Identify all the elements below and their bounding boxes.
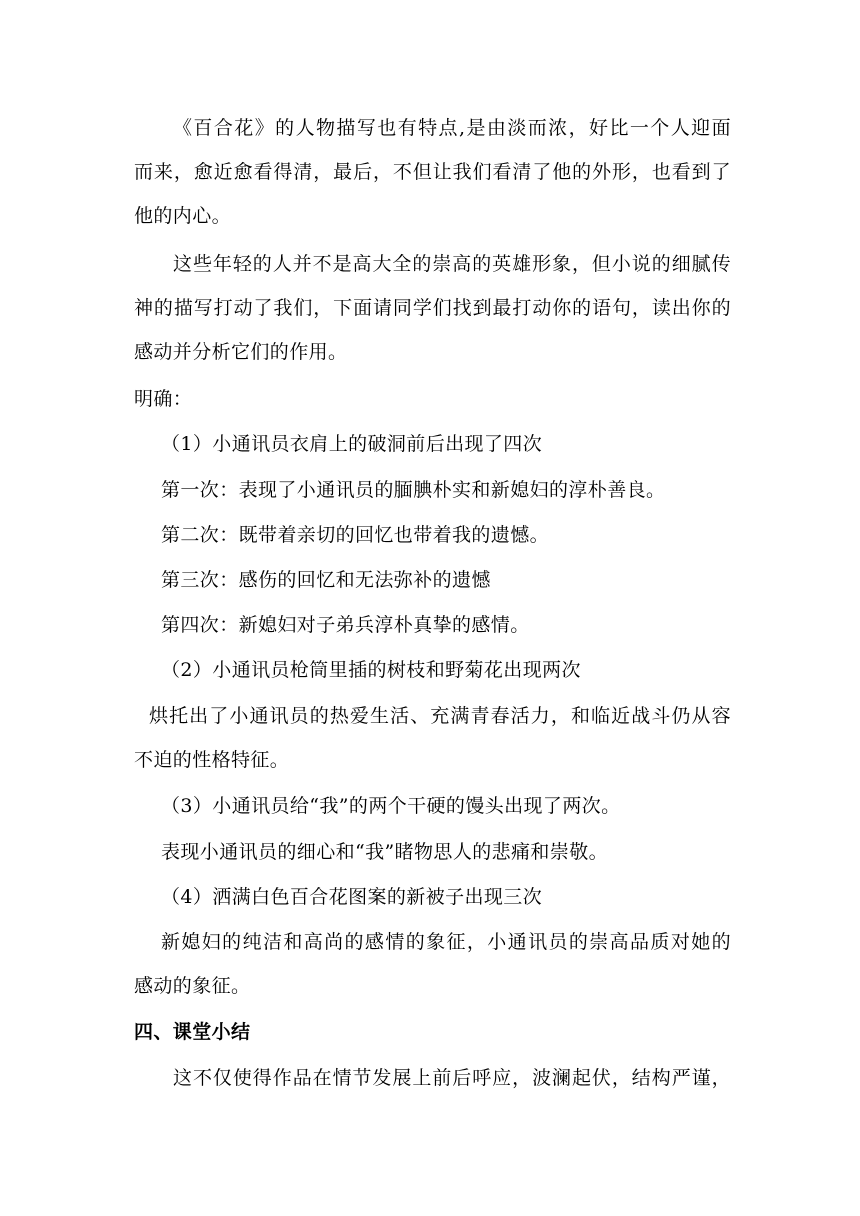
paragraph-1-line-2: 而来，愈近愈看得清，最后，不但让我们看清了他的外形，也看到了: [134, 161, 731, 183]
paragraph-2-line-3: 感动并分析它们的作用。: [134, 341, 348, 363]
paragraph-1-line-1: 《百合花》的人物描写也有特点,是由淡而浓，好比一个人迎面: [173, 117, 731, 139]
item-1-first: 第一次：表现了小通讯员的腼腆朴实和新媳妇的淳朴善良。: [161, 479, 666, 501]
item-2-line-1: 烘托出了小通讯员的热爱生活、充满青春活力，和临近战斗仍从容: [149, 705, 731, 727]
item-4-line-1: 新媳妇的纯洁和高尚的感情的象征，小通讯员的崇高品质对她的: [161, 931, 731, 953]
paragraph-1-line-3: 他的内心。: [134, 205, 232, 227]
paragraph-2-line-1: 这些年轻的人并不是高大全的崇高的英雄形象，但小说的细腻传: [173, 253, 731, 275]
item-1-title: （1）小通讯员衣肩上的破洞前后出现了四次: [161, 433, 543, 455]
item-1-fourth: 第四次：新媳妇对子弟兵淳朴真挚的感情。: [161, 614, 530, 636]
summary-line-1: 这不仅使得作品在情节发展上前后呼应，波澜起伏，结构严谨，: [173, 1067, 731, 1089]
item-3-title: （3）小通讯员给“我”的两个干硬的馒头出现了两次。: [161, 795, 621, 817]
item-1-second: 第二次：既带着亲切的回忆也带着我的遗憾。: [161, 524, 550, 546]
label-mingque: 明确：: [134, 388, 193, 410]
item-4-line-2: 感动的象征。: [134, 975, 251, 997]
paragraph-2-line-2: 神的描写打动了我们，下面请同学们找到最打动你的语句，读出你的: [134, 297, 731, 319]
section-heading: 四、课堂小结: [134, 1021, 251, 1043]
item-2-line-2: 不迫的性格特征。: [134, 749, 290, 771]
item-1-third: 第三次：感伤的回忆和无法弥补的遗憾: [161, 569, 491, 591]
item-3-line-1: 表现小通讯员的细心和“我”睹物思人的悲痛和崇敬。: [161, 841, 609, 863]
item-4-title: （4）洒满白色百合花图案的新被子出现三次: [161, 886, 543, 908]
item-2-title: （2）小通讯员枪筒里插的树枝和野菊花出现两次: [161, 659, 581, 681]
